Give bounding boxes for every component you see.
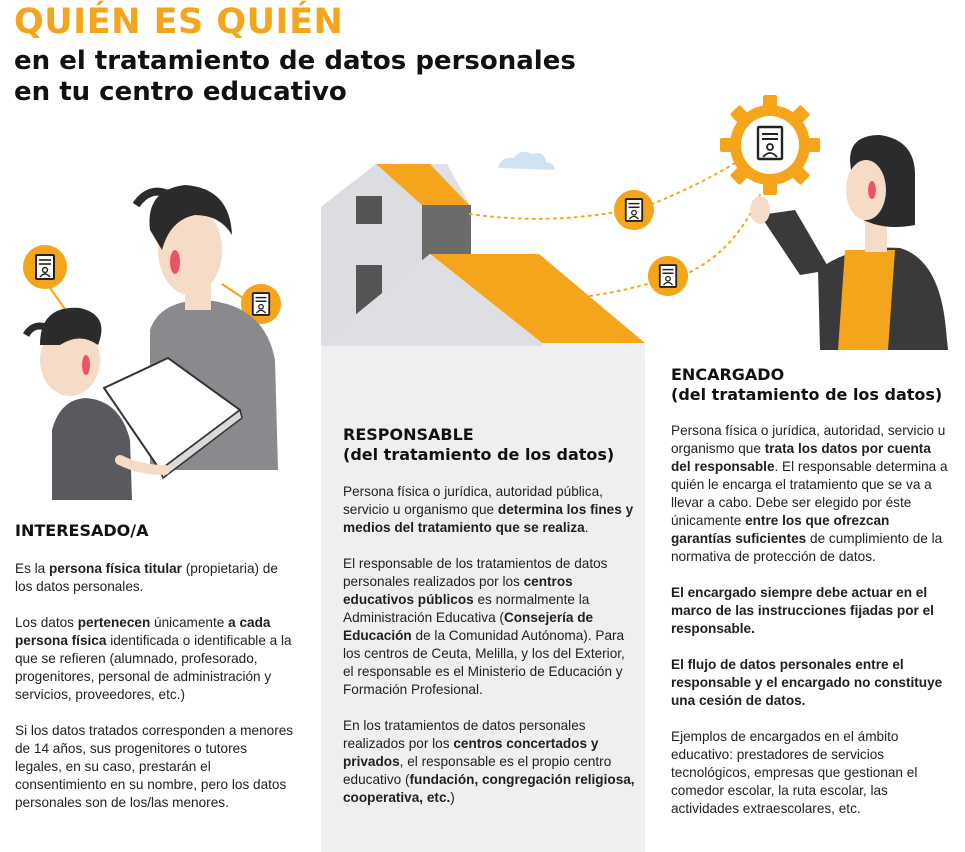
- interesado-paragraph: Es la persona física titular (propietaria) de los datos personales.: [15, 561, 278, 594]
- encargado-paragraph: El encargado siempre debe actuar en el marco de las instrucciones fijadas por el responsable.: [671, 585, 934, 636]
- interesado-section: [15, 521, 297, 812]
- encargado-paragraph: Persona física o jurídica, autoridad, servicio u organismo que trata los datos por cuenta del responsable. El responsable determina a quién le encarga el tratamiento que se va a llevar a cabo. Debe ser elegido por éste únicamente entre los que ofrezcan garantías suficientes de cumplimiento de la normativa de protección de datos.: [671, 423, 948, 564]
- encargado-paragraph: El flujo de datos personales entre el responsable y el encargado no constituye una cesión de datos.: [671, 657, 943, 708]
- encargado-body: [671, 422, 953, 818]
- responsable-paragraph: En los tratamientos de datos personales realizados por los centros concertados y privados, el responsable es el propio centro educativo (fundación, congregación religiosa, cooperativa, etc.): [343, 718, 635, 805]
- encargado-section: [671, 365, 953, 818]
- interesado-paragraph: Los datos pertenecen únicamente a cada persona física identificada o identificable a la que se refieren (alumnado, profesorado, progenitores, personal de administración y servicios, proveedores, etc.): [15, 615, 292, 702]
- subtitle-line-2: en tu centro educativo: [14, 77, 347, 107]
- page-title: QUIÉN ES QUIÉN: [14, 2, 344, 42]
- responsable-paragraph: El responsable de los tratamientos de datos personales realizados por los centros educativos públicos es normalmente la Administración Educativa (Consejería de Educación de la Comunidad Autónoma). Para los centros de Ceuta, Melilla, y los del Exterior, el responsable es el Ministerio de Educación y Formación Profesional.: [343, 556, 625, 697]
- interesado-heading: INTERESADO/A: [15, 521, 149, 540]
- encargado-paragraph: Ejemplos de encargados en el ámbito educativo: prestadores de servicios tecnológicos, empresas que gestionan el comedor escolar, la ruta escolar, las actividades extraescolares, etc.: [671, 729, 918, 816]
- responsable-section: [343, 425, 635, 807]
- encargado-heading: ENCARGADO (del tratamiento de los datos): [671, 365, 943, 404]
- responsable-heading: RESPONSABLE (del tratamiento de los datos): [343, 425, 615, 464]
- responsable-body: [343, 483, 635, 807]
- responsable-paragraph: Persona física o jurídica, autoridad pública, servicio u organismo que determina los fines y medios del tratamiento que se realiza.: [343, 484, 634, 535]
- subtitle-line-1: en el tratamiento de datos personales: [14, 46, 576, 76]
- interesado-body: [15, 560, 297, 812]
- interesado-paragraph: Si los datos tratados corresponden a menores de 14 años, sus progenitores o tutores legales, en su caso, prestarán el consentimiento en su nombre, pero los datos personales son de los/las menores.: [15, 723, 294, 810]
